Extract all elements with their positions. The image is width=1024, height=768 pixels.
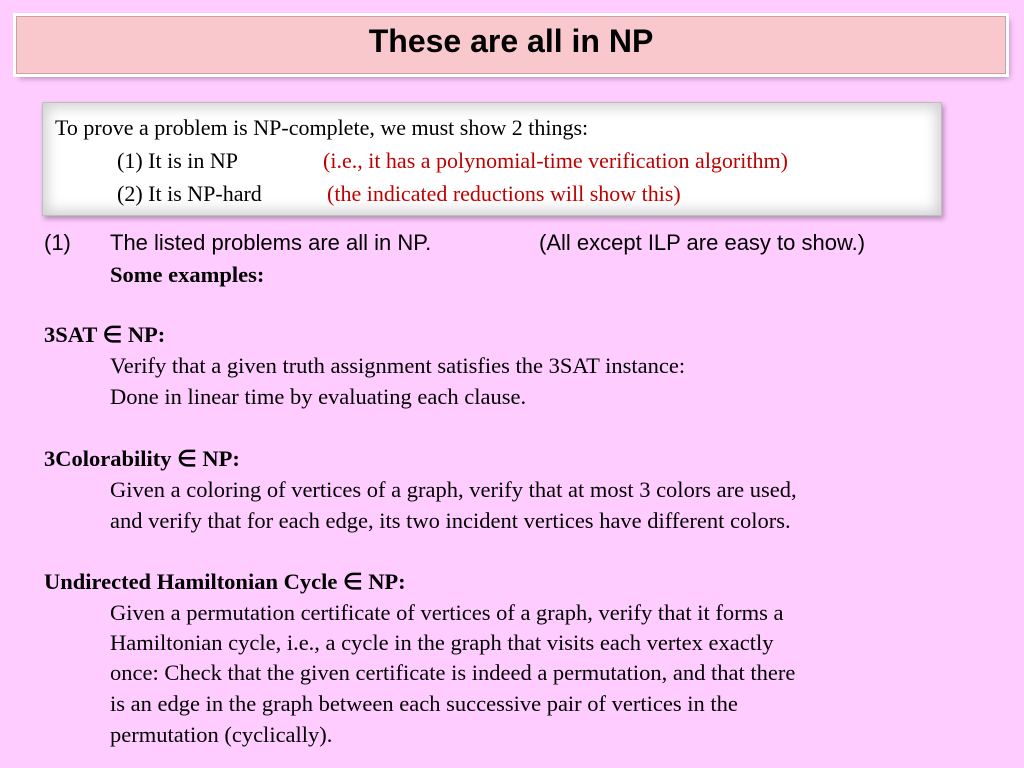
slide-title: These are all in NP bbox=[368, 23, 654, 59]
point-1-text: The listed problems are all in NP. bbox=[110, 230, 432, 255]
element-of-symbol: ∈ bbox=[102, 322, 123, 347]
hamiltonian-line-4: is an edge in the graph between each successive pair of vertices in the bbox=[110, 691, 738, 716]
hamiltonian-line-5: permutation (cyclically). bbox=[110, 722, 333, 747]
proof-item-1: (1) It is in NP bbox=[117, 148, 238, 173]
element-of-symbol: ∈ bbox=[177, 446, 197, 471]
slide-title-bar bbox=[16, 16, 1006, 74]
3sat-line-2: Done in linear time by evaluating each clause. bbox=[110, 384, 527, 409]
hamiltonian-line-2: Hamiltonian cycle, i.e., a cycle in the graph that visits each vertex exactly bbox=[110, 630, 774, 655]
heading-3sat: 3SAT ∈ NP: bbox=[44, 322, 166, 347]
proof-item-2-note: (the indicated reductions will show this) bbox=[327, 181, 681, 206]
proof-intro: To prove a problem is NP-complete, we must show 2 things: bbox=[55, 115, 589, 140]
proof-item-2: (2) It is NP-hard bbox=[117, 181, 262, 206]
heading-3colorability: 3Colorability ∈ NP: bbox=[44, 446, 240, 471]
3colorability-line-1: Given a coloring of vertices of a graph, verify that at most 3 colors are used, bbox=[110, 477, 797, 502]
3sat-line-1: Verify that a given truth assignment satisfies the 3SAT instance: bbox=[110, 353, 686, 378]
element-of-symbol: ∈ bbox=[342, 569, 363, 594]
3colorability-line-2: and verify that for each edge, its two incident vertices have different colors. bbox=[110, 508, 791, 533]
point-1-number: (1) bbox=[44, 230, 71, 255]
examples-label: Some examples: bbox=[110, 262, 265, 287]
point-1-note: (All except ILP are easy to show.) bbox=[539, 230, 866, 255]
hamiltonian-line-3: once: Check that the given certificate is indeed a permutation, and that there bbox=[110, 660, 796, 685]
np-complete-proof-box bbox=[42, 102, 942, 216]
proof-item-1-note: (i.e., it has a polynomial-time verification algorithm) bbox=[323, 148, 788, 173]
heading-hamiltonian-cycle: Undirected Hamiltonian Cycle ∈ NP: bbox=[44, 569, 406, 594]
hamiltonian-line-1: Given a permutation certificate of vertices of a graph, verify that it forms a bbox=[110, 600, 784, 625]
